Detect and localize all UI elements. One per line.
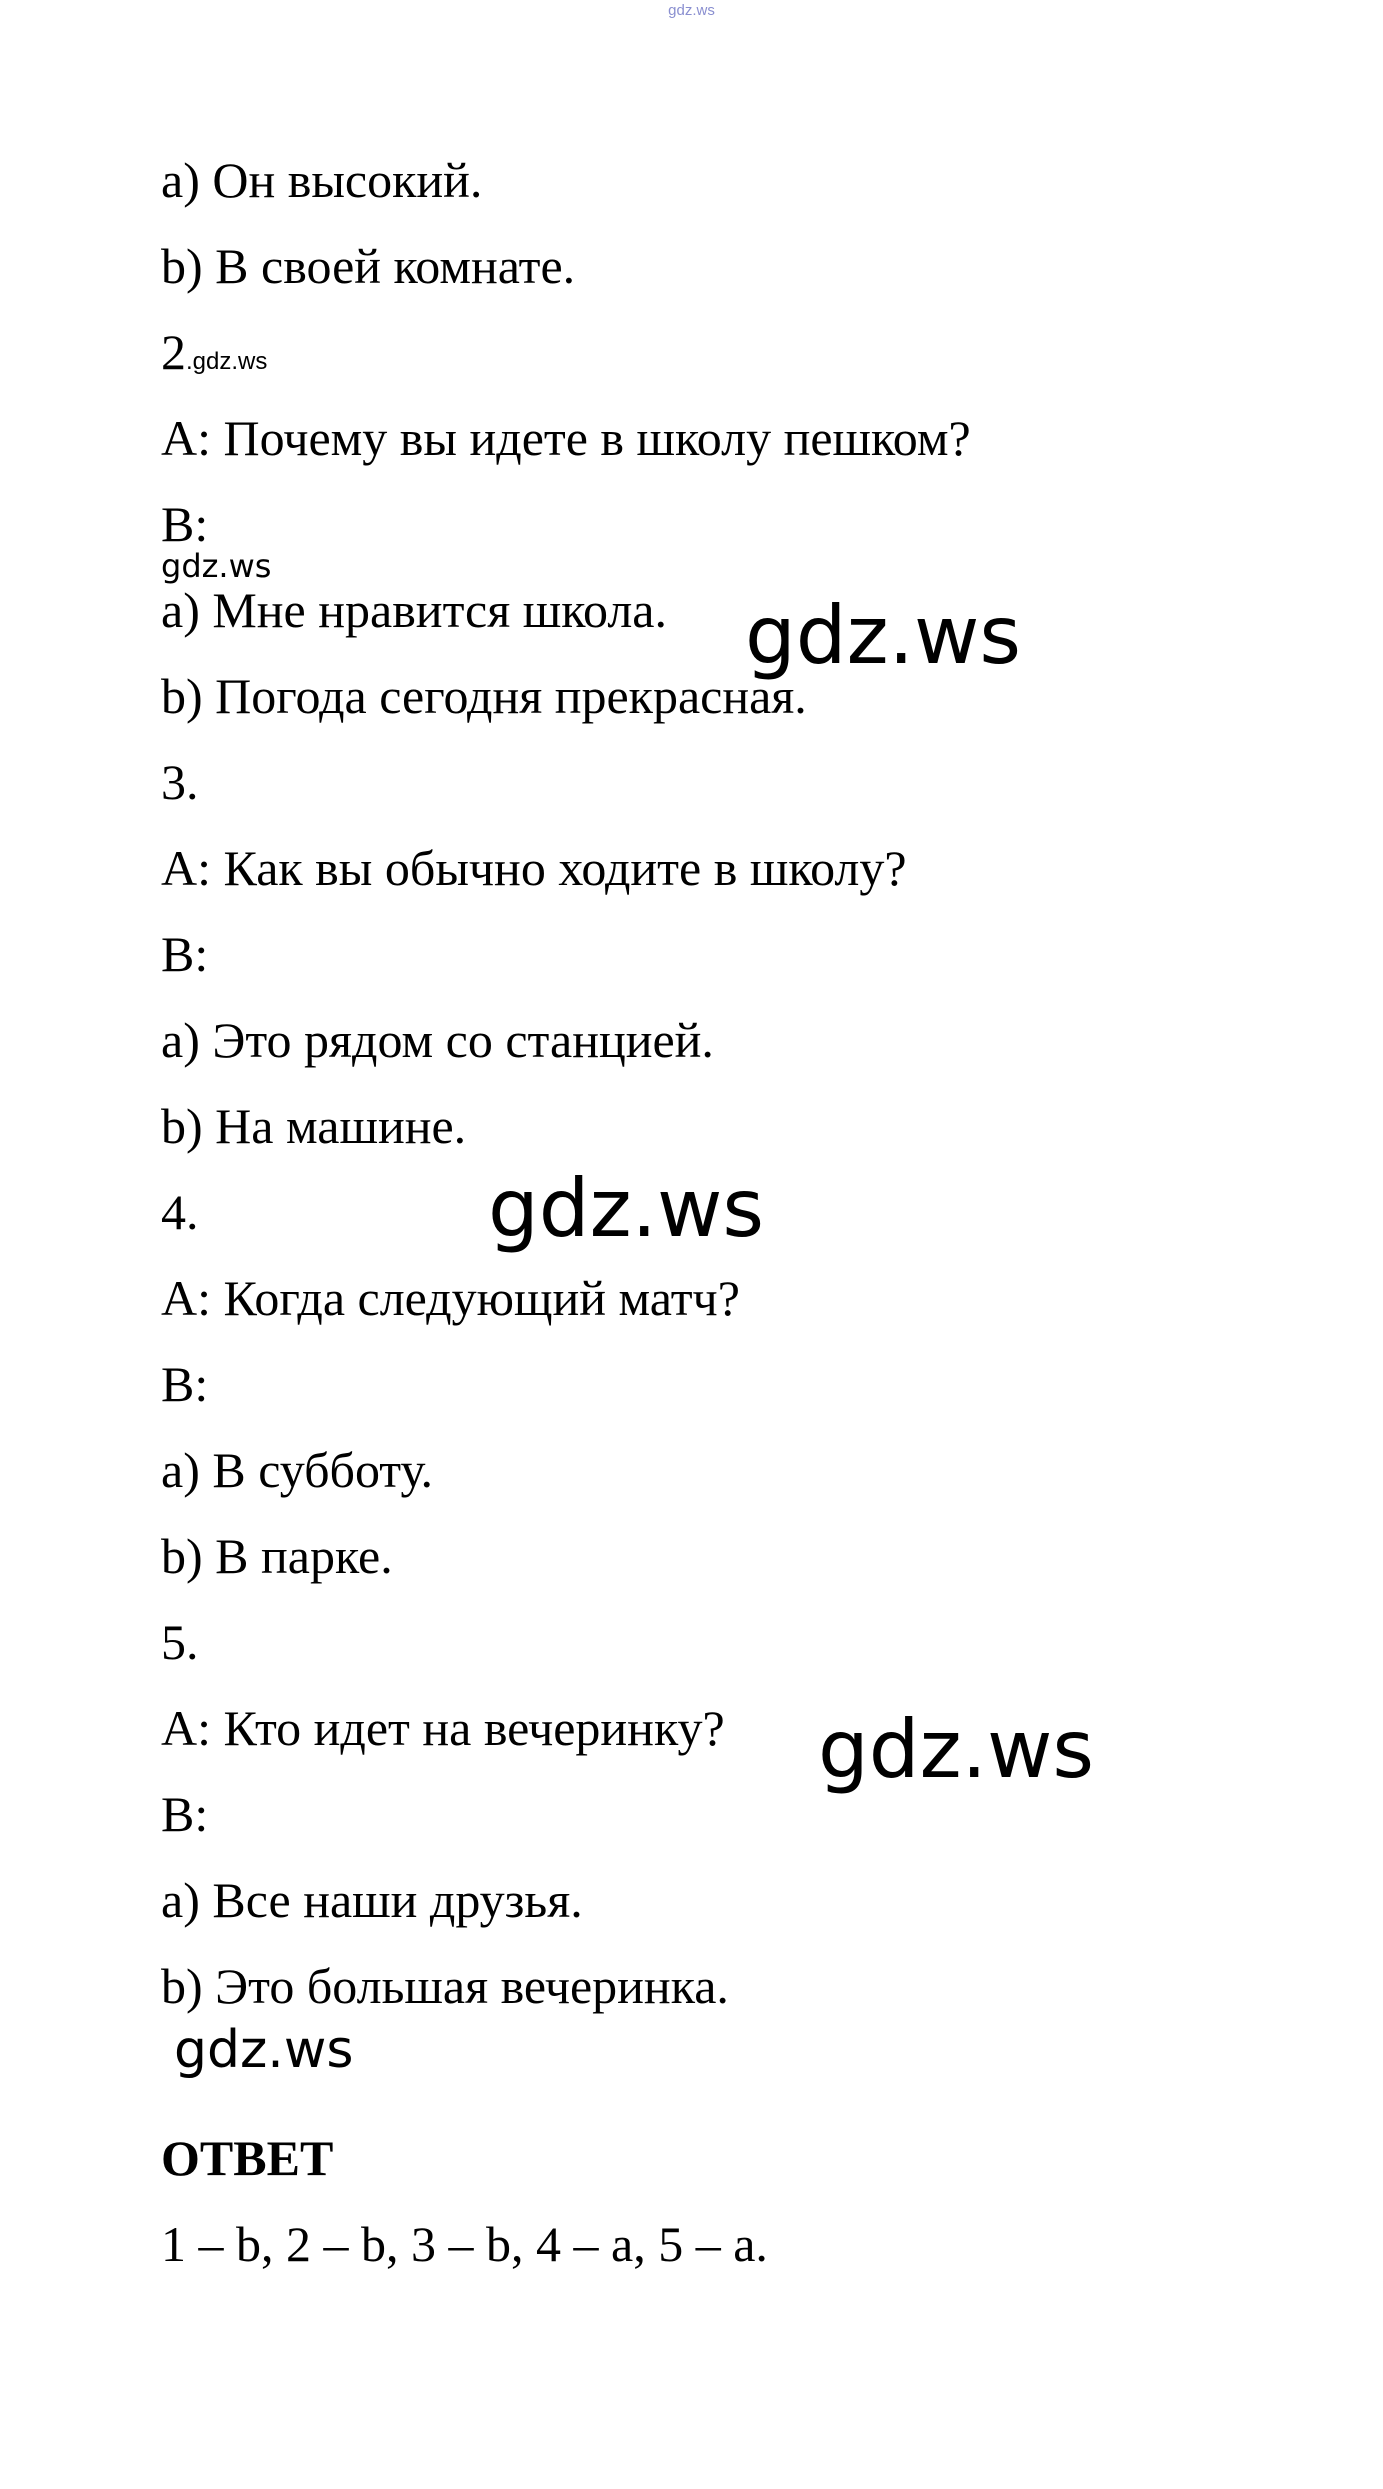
q2-number <box>161 322 267 392</box>
watermark-small: gdz.ws <box>161 547 272 585</box>
q3-option-b: b) На машине. <box>161 1098 467 1154</box>
inline-watermark: .gdz.ws <box>186 348 268 375</box>
watermark-medium: gdz.ws <box>174 2020 354 2080</box>
answer-heading: ОТВЕТ <box>161 2130 334 2186</box>
q4-number: 4. <box>161 1184 199 1240</box>
q1-option-a: a) Он высокий. <box>161 152 483 208</box>
watermark-large-3: gdz.ws <box>818 1703 1095 1796</box>
q4-question: A: Когда следующий матч? <box>161 1270 740 1326</box>
q3-question: A: Как вы обычно ходите в школу? <box>161 840 907 896</box>
q2-answer-label: B: <box>161 496 209 552</box>
q4-option-b: b) В парке. <box>161 1528 393 1584</box>
q2-option-a: a) Мне нравится школа. <box>161 582 667 638</box>
q5-option-b: b) Это большая вечеринка. <box>161 1958 729 2014</box>
q2-option-b: b) Погода сегодня прекрасная. <box>161 668 807 724</box>
q4-answer-label: B: <box>161 1356 209 1412</box>
q3-number: 3. <box>161 754 199 810</box>
watermark-large-1: gdz.ws <box>745 589 1022 682</box>
q4-option-a: a) В субботу. <box>161 1442 433 1498</box>
q1-option-b: b) В своей комнате. <box>161 238 576 294</box>
q2-question: A: Почему вы идете в школу пешком? <box>161 410 971 466</box>
q3-answer-label: B: <box>161 926 209 982</box>
q3-option-a: a) Это рядом со станцией. <box>161 1012 714 1068</box>
q5-answer-label: B: <box>161 1786 209 1842</box>
q5-number: 5. <box>161 1614 199 1670</box>
q5-question: A: Кто идет на вечеринку? <box>161 1700 725 1756</box>
q2-number-text: 2 <box>161 324 186 380</box>
header-watermark: gdz.ws <box>668 2 715 19</box>
watermark-large-2: gdz.ws <box>488 1162 765 1255</box>
answer-text: 1 – b, 2 – b, 3 – b, 4 – a, 5 – a. <box>161 2216 768 2272</box>
q5-option-a: a) Все наши друзья. <box>161 1872 583 1928</box>
